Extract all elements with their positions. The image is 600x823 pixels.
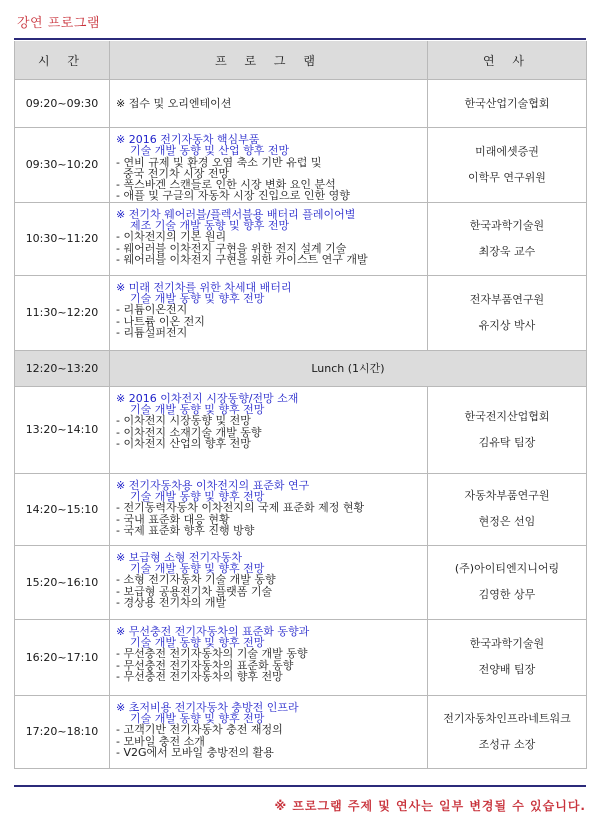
session-heading: ※ 2016 이차전지 시장동향/전망 소재 [116, 391, 299, 405]
session-heading: ※ 초저비용 전기자동차 충방전 인프라 [116, 700, 299, 714]
session-topic: - 소형 전기자동차 기술 개발 동향 [116, 573, 276, 587]
speaker-organization: 전자부품연구원 [469, 292, 545, 306]
session-topic: - 애플 및 구글의 자동차 시장 진입으로 인한 영향 [116, 189, 350, 203]
session-topic: - 나트륨 이온 전지 [116, 314, 205, 328]
session-program [110, 695, 428, 768]
speaker-organization: (주)아이티엔지니어링 [454, 562, 560, 576]
lunch-row [15, 350, 587, 386]
lunch-label: Lunch (1시간) [110, 350, 587, 386]
session-time: 15:20~16:10 [15, 545, 110, 619]
session-topic: - 고객기반 전기자동차 충전 재정의 [116, 723, 283, 737]
speaker-name: 조성규 소장 [478, 737, 536, 751]
speaker-name: 김유탁 팀장 [478, 435, 536, 449]
speaker-organization: 전기자동차인프라네트워크 [443, 711, 571, 725]
speaker-name: 김영한 상무 [478, 588, 536, 602]
session-subheading: 기술 개발 동향 및 향후 전망 [130, 490, 265, 504]
session-subheading: 기술 개발 동향 및 향후 전망 [130, 712, 265, 726]
session-program [110, 80, 428, 128]
speaker-name: 현정은 선임 [478, 515, 536, 529]
session-time: 12:20~13:20 [15, 350, 110, 386]
session-topic: - 웨어러블 이차전지 구현을 위한 전지 설계 기술 [116, 241, 347, 255]
session-time: 16:20~17:10 [15, 619, 110, 695]
speaker-organization: 한국과학기술원 [469, 218, 545, 232]
session-heading: ※ 미래 전기차를 위한 차세대 배터리 [116, 280, 292, 294]
session-subheading: 기술 개발 동향 및 산업 향후 전망 [130, 144, 290, 158]
session-time: 09:30~10:20 [15, 128, 110, 203]
session-topic: - 리튬이온전지 [116, 303, 188, 317]
session-topic: - 국제 표준화 향후 진행 방향 [116, 523, 255, 537]
session-program [110, 386, 428, 473]
session-row [15, 473, 587, 545]
session-program [110, 275, 428, 350]
session-subheading: 제조 기술 개발 동향 및 향후 전망 [130, 219, 290, 233]
session-time: 13:20~14:10 [15, 386, 110, 473]
session-program [110, 202, 428, 275]
session-topic: - 무선충전 전기자동차의 향후 전망 [116, 669, 283, 683]
session-program [110, 619, 428, 695]
session-topic: - 보급형 공용전기차 플랫폼 기술 [116, 584, 273, 598]
session-topic: - 경상용 전기차의 개발 [116, 595, 227, 609]
header-speaker: 연 사 [428, 41, 587, 80]
session-time: 11:30~12:20 [15, 275, 110, 350]
speaker-name: 이학무 연구위원 [468, 170, 546, 184]
change-notice: ※ 프로그램 주제 및 연사는 일부 변경될 수 있습니다. [274, 799, 586, 813]
session-speaker [428, 619, 587, 695]
session-heading: ※ 무선충전 전기자동차의 표준화 동향과 [116, 624, 310, 638]
session-speaker [428, 545, 587, 619]
session-row [15, 386, 587, 473]
session-speaker [428, 386, 587, 473]
session-row [15, 619, 587, 695]
speaker-organization: 한국산업기술협회 [464, 96, 550, 110]
speaker-organization: 미래에셋증권 [475, 144, 539, 158]
session-row [15, 80, 587, 128]
session-program [110, 473, 428, 545]
session-topic: - 연비 규제 및 환경 오염 축소 기반 유럽 및 [116, 155, 322, 169]
session-topic: - 폭스바겐 스캔들로 인한 시장 변화 요인 분석 [116, 178, 336, 192]
session-topic: - V2G에서 모바일 충방전의 활용 [116, 745, 274, 759]
session-topic: - 모바일 충전 소개 [116, 734, 205, 748]
session-topic: - 이차전지 시장동향 및 전망 [116, 414, 251, 428]
session-topic: - 이차전지의 기본 원리 [116, 230, 227, 244]
session-speaker [428, 695, 587, 768]
session-row [15, 202, 587, 275]
header-time: 시 간 [15, 41, 110, 80]
schedule-table [14, 41, 587, 769]
session-heading: ※ 전기자동차용 이차전지의 표준화 연구 [116, 478, 310, 492]
session-row [15, 128, 587, 203]
bottom-rule [14, 785, 586, 787]
session-time: 14:20~15:10 [15, 473, 110, 545]
session-speaker [428, 202, 587, 275]
session-row [15, 545, 587, 619]
speaker-name: 최장욱 교수 [478, 244, 536, 258]
session-speaker [428, 275, 587, 350]
session-heading: ※ 접수 및 오리엔테이션 [116, 96, 232, 110]
session-program [110, 128, 428, 203]
session-topic: - 전기동력자동차 이차전지의 국제 표준화 제정 현황 [116, 501, 365, 515]
session-row [15, 275, 587, 350]
session-topic: - 무선충전 전기자동차의 표준화 동향 [116, 658, 294, 672]
session-subheading: 기술 개발 동향 및 향후 전망 [130, 292, 265, 306]
session-speaker [428, 80, 587, 128]
session-speaker [428, 128, 587, 203]
session-heading: ※ 보급형 소형 전기자동차 [116, 550, 242, 564]
session-topic: - 리튬설퍼전지 [116, 325, 188, 339]
speaker-name: 유지상 박사 [478, 318, 536, 332]
session-topic: - 웨어러블 이차전지 구현을 위한 카이스트 연구 개발 [116, 252, 368, 266]
session-subheading: 기술 개발 동향 및 향후 전망 [130, 403, 265, 417]
speaker-organization: 한국전지산업협회 [464, 409, 550, 423]
session-time: 17:20~18:10 [15, 695, 110, 768]
session-time: 10:30~11:20 [15, 202, 110, 275]
session-topic: - 이차전지 소재기술 개발 동향 [116, 425, 262, 439]
session-topic: - 무선충전 전기자동차의 기술 개발 동향 [116, 647, 308, 661]
table-header-row [15, 41, 587, 80]
session-heading: ※ 전기차 웨어러블/플렉서블용 배터리 플레이어별 [116, 207, 356, 221]
session-program [110, 545, 428, 619]
session-subheading: 기술 개발 동향 및 향후 전망 [130, 636, 265, 650]
session-time: 09:20~09:30 [15, 80, 110, 128]
session-topic: - 이차전지 산업의 향후 전망 [116, 436, 251, 450]
session-topic: 중국 전기차 시장 전망 [116, 166, 230, 180]
session-topic: - 국내 표준화 대응 현황 [116, 512, 230, 526]
header-program: 프 로 그 램 [110, 41, 428, 80]
session-row [15, 695, 587, 768]
session-subheading: 기술 개발 동향 및 향후 전망 [130, 562, 265, 576]
speaker-organization: 한국과학기술원 [469, 637, 545, 651]
speaker-organization: 자동차부품연구원 [464, 489, 550, 503]
session-speaker [428, 473, 587, 545]
session-heading: ※ 2016 전기자동차 핵심부품 [116, 133, 260, 146]
speaker-name: 전양배 팀장 [478, 663, 536, 677]
top-rule [14, 38, 586, 40]
page-title: 강연 프로그램 [17, 16, 100, 31]
